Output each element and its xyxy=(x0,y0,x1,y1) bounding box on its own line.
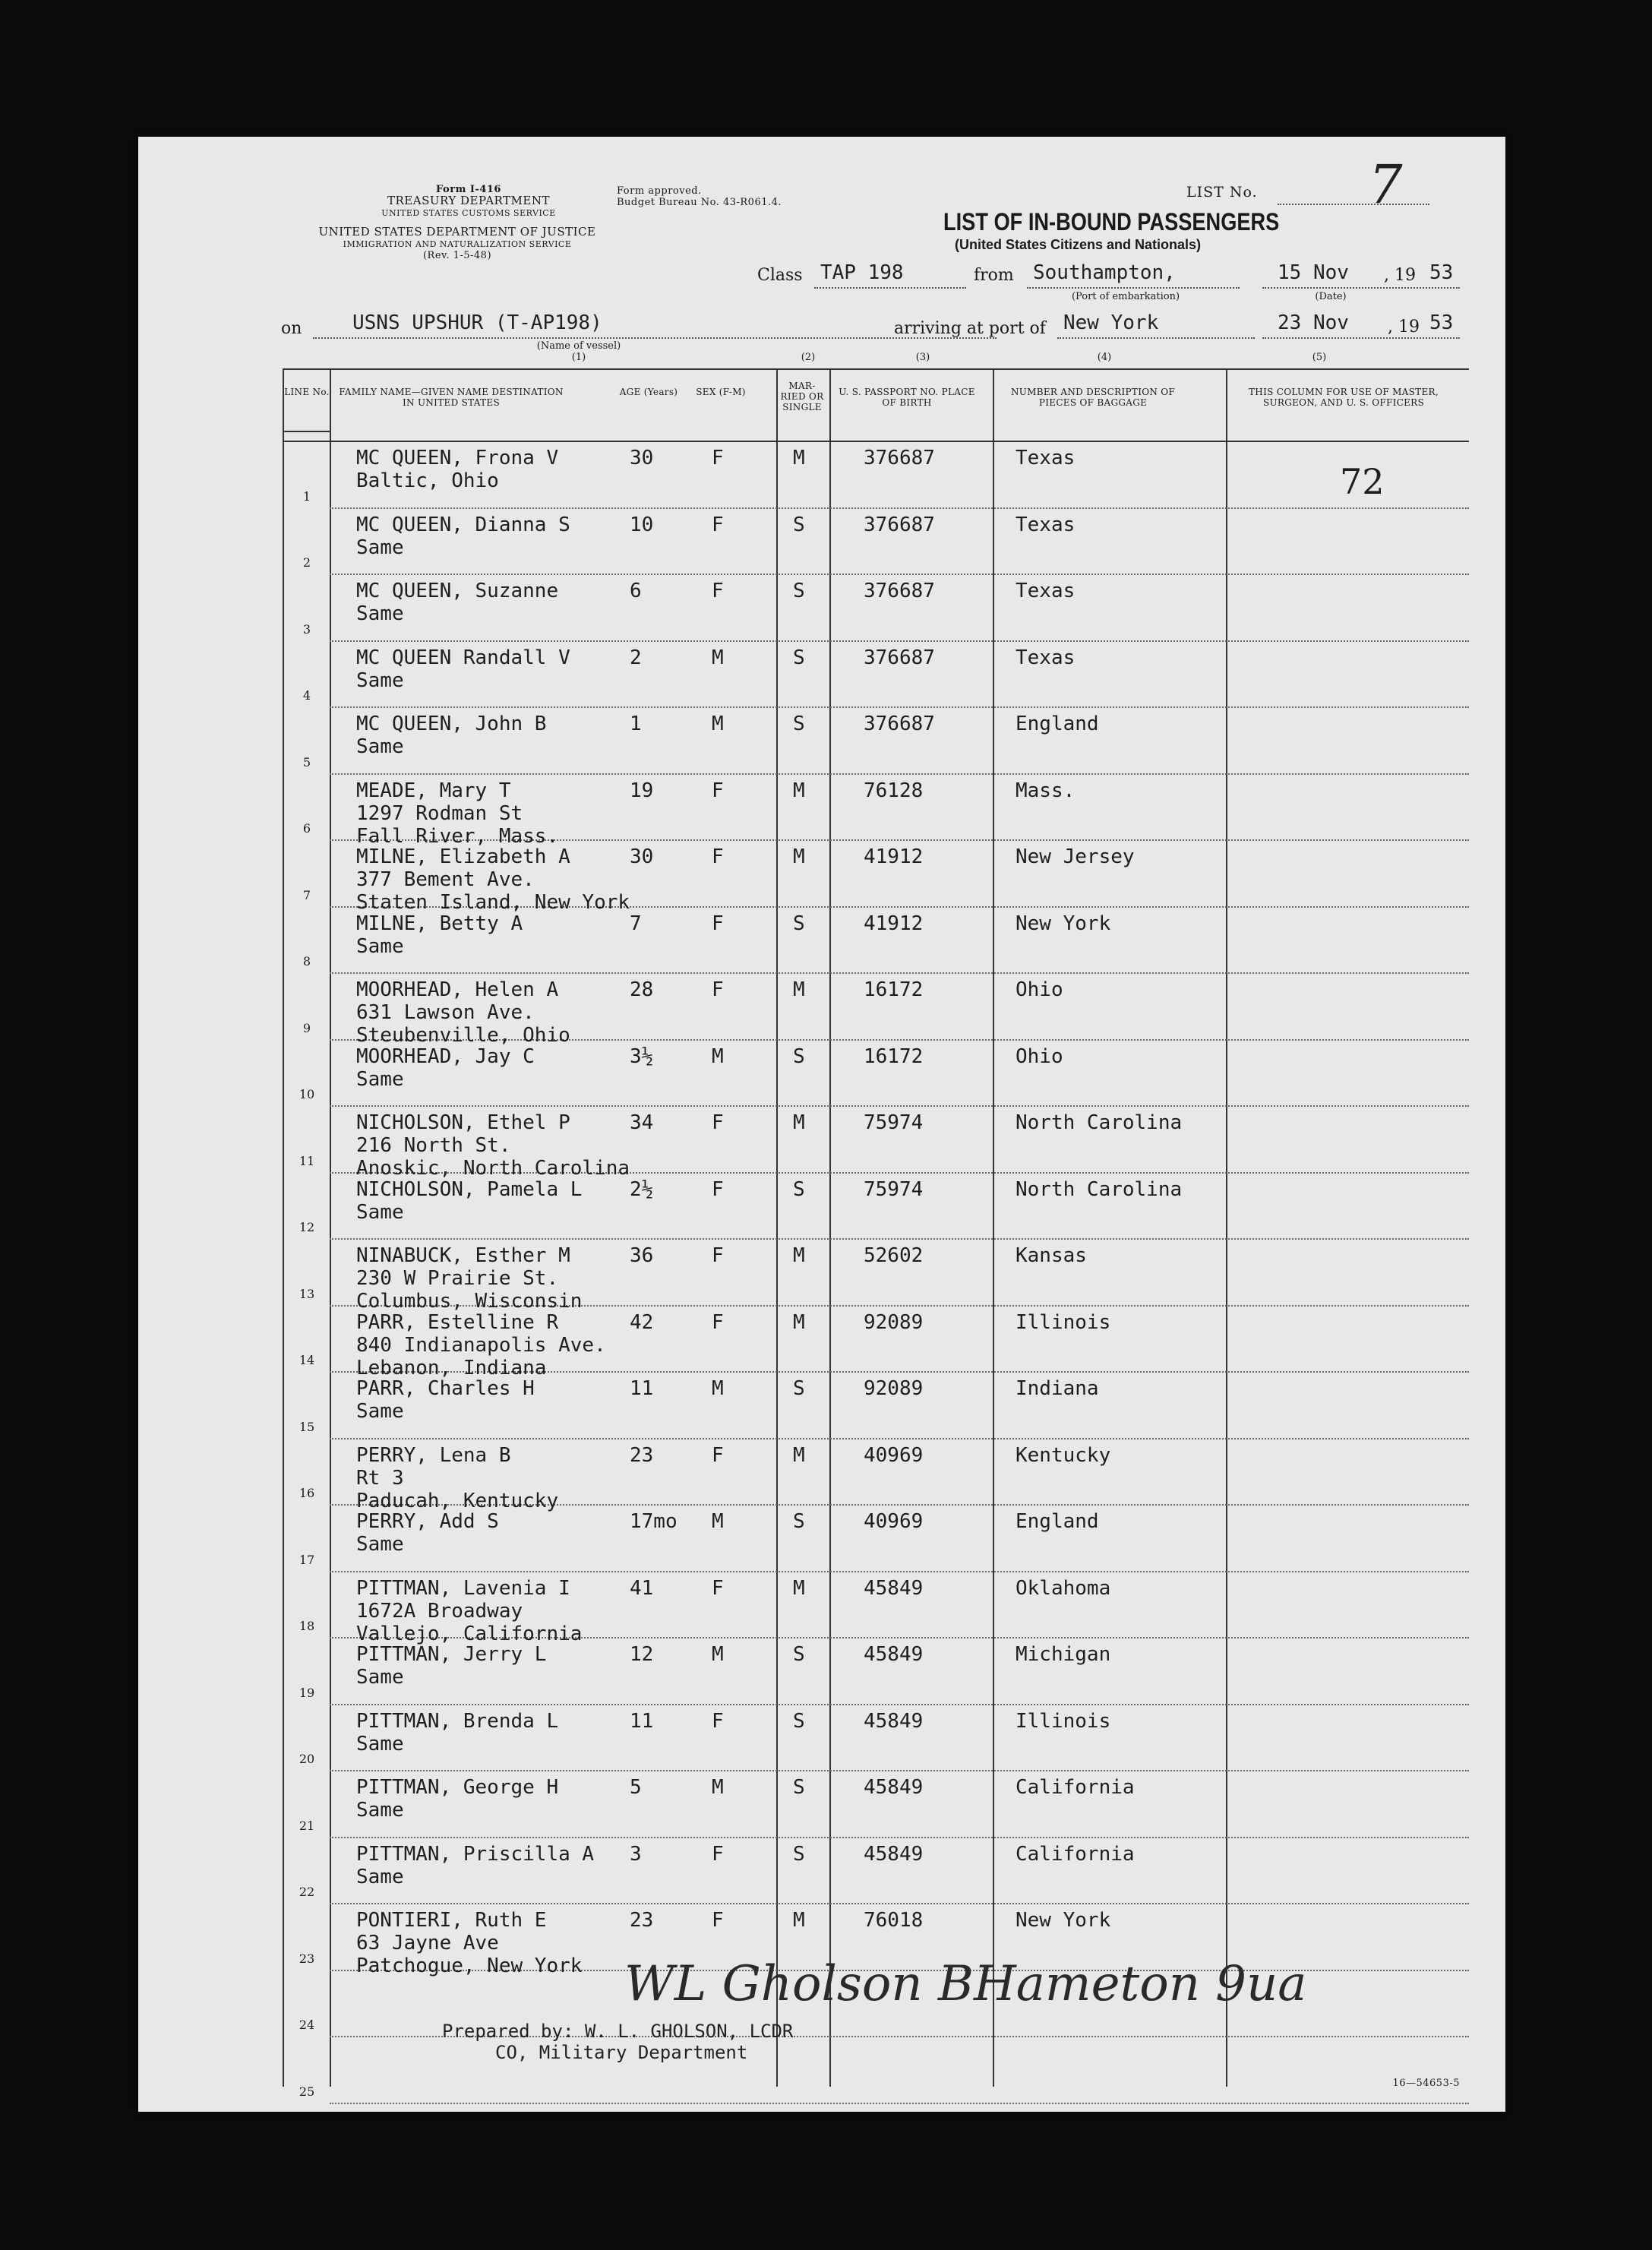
line-number: 22 xyxy=(298,1885,315,1899)
page-title: LIST OF IN-BOUND PASSENGERS xyxy=(943,208,1280,235)
line-number: 4 xyxy=(302,688,311,703)
passenger-name: PITTMAN, Jerry L xyxy=(356,1643,547,1666)
passenger-name: PITTMAN, Priscilla A xyxy=(356,1842,595,1866)
passenger-table xyxy=(283,368,1469,2099)
passenger-address-1: Same xyxy=(356,934,404,958)
line-number: 9 xyxy=(302,1020,311,1035)
passenger-birthplace: Texas xyxy=(1016,513,1076,536)
passenger-marital: M xyxy=(793,1111,805,1134)
line-number: 18 xyxy=(298,1619,315,1633)
passenger-age: 23 xyxy=(630,1443,654,1467)
passenger-address-1: Same xyxy=(356,1732,404,1755)
passenger-birthplace: Illinois xyxy=(1016,1709,1111,1733)
customs-service: UNITED STATES CUSTOMS SERVICE xyxy=(381,208,556,218)
passenger-age: 28 xyxy=(630,978,654,1001)
passenger-passport: 40969 xyxy=(864,1510,924,1533)
arrival-date: 23 Nov xyxy=(1278,311,1349,334)
passenger-passport: 45849 xyxy=(864,1643,924,1666)
line-number: 17 xyxy=(298,1552,315,1567)
passenger-marital: S xyxy=(793,1177,805,1201)
row-rule xyxy=(330,1238,1469,1240)
passenger-name: MC QUEEN Randall V xyxy=(356,646,570,669)
col-header-name: FAMILY NAME—GIVEN NAME DESTINATION IN UNITED STATES xyxy=(339,387,564,408)
justice-dept: UNITED STATES DEPARTMENT OF JUSTICE xyxy=(318,225,596,239)
passenger-marital: M xyxy=(793,1443,805,1467)
col-header-married: MAR-RIED OR SINGLE xyxy=(780,381,824,412)
passenger-name: PARR, Charles H xyxy=(356,1377,535,1400)
line-number: 15 xyxy=(298,1419,315,1434)
class-label: Class xyxy=(757,266,803,285)
passenger-name: PITTMAN, Lavenia I xyxy=(356,1576,570,1600)
row-rule xyxy=(330,1770,1469,1771)
line-number: 5 xyxy=(302,754,311,769)
prepared-by-dept: CO, Military Department xyxy=(495,2042,748,2063)
col-divider xyxy=(829,370,831,2087)
row-rule xyxy=(330,2103,1469,2104)
passenger-sex: F xyxy=(712,1310,724,1334)
passenger-name: PERRY, Lena B xyxy=(356,1443,511,1467)
passenger-address-2: Vallejo, California xyxy=(356,1622,583,1645)
officer-note: 72 xyxy=(1340,461,1385,502)
col-divider xyxy=(993,370,994,2087)
passenger-address-1: Same xyxy=(356,1400,404,1423)
embark-year: 53 xyxy=(1429,261,1454,284)
passenger-name: NICHOLSON, Pamela L xyxy=(356,1177,583,1201)
row-rule xyxy=(330,1438,1469,1439)
passenger-age: 30 xyxy=(630,845,654,868)
form-code: 16—54653-5 xyxy=(1392,2078,1460,2089)
passenger-birthplace: Indiana xyxy=(1016,1377,1099,1400)
passenger-name: PARR, Estelline R xyxy=(356,1310,559,1334)
passenger-marital: S xyxy=(793,912,805,935)
passenger-birthplace: Kansas xyxy=(1016,1244,1087,1267)
col-header-line: LINE No. xyxy=(284,387,330,397)
revision: (Rev. 1-5-48) xyxy=(422,250,492,261)
passenger-marital: S xyxy=(793,713,805,735)
passenger-address-2: Steubenville, Ohio xyxy=(356,1024,570,1047)
passenger-passport: 45849 xyxy=(864,1576,924,1600)
passenger-age: 3 xyxy=(630,1842,642,1866)
passenger-passport: 40969 xyxy=(864,1443,924,1467)
passenger-marital: S xyxy=(793,1776,805,1799)
passenger-passport: 376687 xyxy=(864,713,935,735)
passenger-passport: 376687 xyxy=(864,646,935,669)
port-line xyxy=(1057,337,1255,339)
passenger-age: 2 xyxy=(630,646,642,669)
passenger-birthplace: England xyxy=(1016,713,1099,735)
passenger-birthplace: Ohio xyxy=(1016,978,1063,1001)
col-header-officers: THIS COLUMN FOR USE OF MASTER, SURGEON, AND U. S. OFFICERS xyxy=(1249,387,1439,408)
passenger-passport: 376687 xyxy=(864,580,935,602)
passenger-sex: M xyxy=(712,1044,724,1068)
row-rule xyxy=(330,1704,1469,1705)
passenger-address-1: 377 Bement Ave. xyxy=(356,868,535,891)
line-number: 8 xyxy=(302,954,311,969)
passenger-marital: M xyxy=(793,779,805,802)
passenger-birthplace: California xyxy=(1016,1842,1135,1866)
passenger-name: PERRY, Add S xyxy=(356,1510,499,1533)
passenger-name: MC QUEEN, Frona V xyxy=(356,447,559,469)
passenger-name: MC QUEEN, Suzanne xyxy=(356,580,559,602)
col-header-baggage: NUMBER AND DESCRIPTION OF PIECES OF BAGGAGE xyxy=(1010,387,1176,408)
passenger-address-1: Same xyxy=(356,536,404,559)
passenger-age: 10 xyxy=(630,513,654,536)
row-rule xyxy=(330,706,1469,708)
header-rule-left xyxy=(284,431,330,432)
passenger-age: 11 xyxy=(630,1377,654,1400)
passenger-age: 5 xyxy=(630,1776,642,1799)
passenger-marital: M xyxy=(793,1244,805,1267)
passenger-sex: F xyxy=(712,1576,724,1600)
line-number: 12 xyxy=(298,1220,315,1234)
passenger-sex: F xyxy=(712,580,724,602)
passenger-address-1: 631 Lawson Ave. xyxy=(356,1001,535,1024)
class-value: TAP 198 xyxy=(820,261,904,284)
passenger-age: 12 xyxy=(630,1643,654,1666)
passenger-birthplace: New York xyxy=(1016,1909,1111,1932)
passenger-address-1: Same xyxy=(356,1533,404,1556)
passenger-marital: S xyxy=(793,580,805,602)
passenger-marital: M xyxy=(793,978,805,1001)
passenger-age: 23 xyxy=(630,1909,654,1932)
passenger-birthplace: Michigan xyxy=(1016,1643,1111,1666)
line-number: 10 xyxy=(298,1087,315,1101)
passenger-age: 6 xyxy=(630,580,642,602)
row-rule xyxy=(330,1105,1469,1107)
line-number: 25 xyxy=(298,2084,315,2099)
line-number: 19 xyxy=(298,1685,315,1700)
vessel-caption: (Name of vessel) xyxy=(536,340,621,352)
passenger-birthplace: New York xyxy=(1016,912,1111,935)
port-embarkation-caption: (Port of embarkation) xyxy=(1071,291,1180,302)
on-label: on xyxy=(281,319,302,338)
embark-date: 15 Nov xyxy=(1278,261,1349,284)
line-number: 6 xyxy=(302,821,311,836)
passenger-marital: M xyxy=(793,447,805,469)
passenger-sex: M xyxy=(712,713,724,735)
passenger-address-2: Patchogue, New York xyxy=(356,1955,583,1977)
col-num-5: (5) xyxy=(1312,352,1327,363)
passenger-name: MC QUEEN, Dianna S xyxy=(356,513,570,536)
passenger-age: 34 xyxy=(630,1111,654,1134)
passenger-age: 42 xyxy=(630,1310,654,1334)
passenger-passport: 76128 xyxy=(864,779,924,802)
treasury-dept: TREASURY DEPARTMENT xyxy=(387,194,550,207)
passenger-address-1: Rt 3 xyxy=(356,1466,404,1490)
form-number: Form I-416 xyxy=(436,184,501,195)
passenger-address-1: Same xyxy=(356,735,404,758)
row-rule xyxy=(330,640,1469,642)
passenger-address-1: Same xyxy=(356,1067,404,1091)
vessel-name: USNS UPSHUR (T-AP198) xyxy=(352,311,602,334)
passenger-birthplace: Illinois xyxy=(1016,1310,1111,1334)
passenger-address-1: Same xyxy=(356,1799,404,1822)
passenger-marital: M xyxy=(793,1576,805,1600)
passenger-marital: M xyxy=(793,845,805,868)
col-num-2: (2) xyxy=(801,352,816,363)
passenger-marital: S xyxy=(793,1842,805,1866)
form-approved: Form approved. xyxy=(617,185,702,197)
col-header-sex: SEX (F-M) xyxy=(696,387,746,397)
passenger-passport: 16172 xyxy=(864,978,924,1001)
passenger-name: MC QUEEN, John B xyxy=(356,713,547,735)
passenger-sex: M xyxy=(712,646,724,669)
col-num-3: (3) xyxy=(915,352,930,363)
passenger-address-1: 63 Jayne Ave xyxy=(356,1932,499,1955)
arrival-year-prefix: , 19 xyxy=(1388,318,1420,337)
passenger-marital: S xyxy=(793,1709,805,1733)
row-rule xyxy=(330,972,1469,974)
passenger-sex: M xyxy=(712,1377,724,1400)
passenger-address-1: Same xyxy=(356,668,404,692)
passenger-address-2: Fall River, Mass. xyxy=(356,824,559,848)
embark-date-line xyxy=(1262,287,1460,289)
page-subtitle: (United States Citizens and Nationals) xyxy=(955,237,1202,252)
prepared-by: Prepared by: W. L. GHOLSON, LCDR xyxy=(442,2021,794,2042)
passenger-address-1: 1297 Rodman St xyxy=(356,801,523,825)
passenger-address-1: 230 W Prairie St. xyxy=(356,1267,559,1290)
row-rule xyxy=(330,574,1469,575)
passenger-sex: M xyxy=(712,1643,724,1666)
embark-year-prefix: , 19 xyxy=(1384,266,1416,285)
line-number: 21 xyxy=(298,1818,315,1833)
row-rule xyxy=(330,1903,1469,1904)
passenger-birthplace: North Carolina xyxy=(1016,1177,1183,1201)
passenger-marital: S xyxy=(793,1377,805,1400)
passenger-passport: 16172 xyxy=(864,1044,924,1068)
passenger-birthplace: Oklahoma xyxy=(1016,1576,1111,1600)
passenger-passport: 45849 xyxy=(864,1776,924,1799)
passenger-address-1: 840 Indianapolis Ave. xyxy=(356,1333,606,1357)
passenger-birthplace: New Jersey xyxy=(1016,845,1135,868)
passenger-passport: 76018 xyxy=(864,1909,924,1932)
passenger-sex: F xyxy=(712,447,724,469)
passenger-marital: M xyxy=(793,1310,805,1334)
passenger-address-2: Lebanon, Indiana xyxy=(356,1356,547,1379)
passenger-passport: 376687 xyxy=(864,447,935,469)
passenger-sex: F xyxy=(712,513,724,536)
passenger-age: 3½ xyxy=(630,1044,654,1068)
passenger-name: MEADE, Mary T xyxy=(356,779,511,802)
row-rule xyxy=(330,1571,1469,1572)
passenger-address-1: 1672A Broadway xyxy=(356,1599,523,1623)
passenger-age: 19 xyxy=(630,779,654,802)
passenger-name: MILNE, Betty A xyxy=(356,912,523,935)
col-divider xyxy=(1226,370,1227,2087)
passenger-age: 36 xyxy=(630,1244,654,1267)
row-rule xyxy=(330,1837,1469,1838)
passenger-address-1: Same xyxy=(356,1200,404,1224)
passenger-address-1: Baltic, Ohio xyxy=(356,469,499,492)
passenger-birthplace: Mass. xyxy=(1016,779,1076,802)
passenger-passport: 92089 xyxy=(864,1377,924,1400)
list-label: LIST No. xyxy=(1186,184,1258,201)
passenger-passport: 75974 xyxy=(864,1111,924,1134)
passenger-name: PITTMAN, George H xyxy=(356,1776,559,1799)
passenger-sex: F xyxy=(712,1244,724,1267)
passenger-passport: 41912 xyxy=(864,845,924,868)
passenger-birthplace: Texas xyxy=(1016,580,1076,602)
passenger-address-2: Paducah, Kentucky xyxy=(356,1489,559,1512)
passenger-marital: S xyxy=(793,1510,805,1533)
line-number: 1 xyxy=(302,488,311,504)
col-num-4: (4) xyxy=(1097,352,1112,363)
from-value: Southampton, xyxy=(1033,261,1176,284)
passenger-marital: S xyxy=(793,1044,805,1068)
row-rule xyxy=(330,507,1469,509)
passenger-sex: F xyxy=(712,1177,724,1201)
passenger-sex: F xyxy=(712,1111,724,1134)
passenger-marital: S xyxy=(793,646,805,669)
passenger-sex: F xyxy=(712,978,724,1001)
vessel-col-num: (1) xyxy=(571,352,586,363)
passenger-sex: F xyxy=(712,779,724,802)
arriving-label: arriving at port of xyxy=(894,319,1046,338)
line-number: 23 xyxy=(298,1951,315,1966)
passenger-name: MOORHEAD, Jay C xyxy=(356,1044,535,1068)
class-line xyxy=(814,287,966,289)
budget-bureau: Budget Bureau No. 43-R061.4. xyxy=(617,197,782,208)
passenger-name: PONTIERI, Ruth E xyxy=(356,1909,547,1932)
row-rule xyxy=(330,773,1469,775)
passenger-age: 30 xyxy=(630,447,654,469)
passenger-address-1: 216 North St. xyxy=(356,1134,511,1157)
arrival-date-line xyxy=(1262,337,1460,339)
line-number: 14 xyxy=(298,1353,315,1367)
passenger-passport: 376687 xyxy=(864,513,935,536)
line-number: 13 xyxy=(298,1286,315,1301)
passenger-age: 1 xyxy=(630,713,642,735)
line-number: 24 xyxy=(298,2018,315,2032)
passenger-birthplace: England xyxy=(1016,1510,1099,1533)
passenger-name: NICHOLSON, Ethel P xyxy=(356,1111,570,1134)
passenger-birthplace: North Carolina xyxy=(1016,1111,1183,1134)
arrival-year: 53 xyxy=(1429,311,1454,334)
passenger-name: NINABUCK, Esther M xyxy=(356,1244,570,1267)
from-line xyxy=(1027,287,1240,289)
passenger-passport: 45849 xyxy=(864,1709,924,1733)
passenger-age: 17mo xyxy=(630,1510,678,1533)
from-label: from xyxy=(974,266,1014,285)
passenger-address-1: Same xyxy=(356,602,404,625)
passenger-age: 11 xyxy=(630,1709,654,1733)
col-divider xyxy=(330,370,331,2087)
passenger-name: MOORHEAD, Helen A xyxy=(356,978,559,1001)
passenger-sex: F xyxy=(712,912,724,935)
passenger-age: 2½ xyxy=(630,1177,654,1201)
passenger-marital: S xyxy=(793,513,805,536)
line-number: 20 xyxy=(298,1752,315,1766)
header-rule xyxy=(284,441,1469,442)
passenger-sex: F xyxy=(712,1443,724,1467)
passenger-sex: F xyxy=(712,1842,724,1866)
passenger-sex: F xyxy=(712,1709,724,1733)
passenger-address-2: Anoskic, North Carolina xyxy=(356,1157,630,1180)
passenger-address-1: Same xyxy=(356,1666,404,1689)
passenger-address-2: Columbus, Wisconsin xyxy=(356,1290,583,1313)
line-number: 3 xyxy=(302,621,311,637)
passenger-sex: F xyxy=(712,845,724,868)
passenger-address-2: Staten Island, New York xyxy=(356,891,630,914)
passenger-passport: 45849 xyxy=(864,1842,924,1866)
passenger-passport: 92089 xyxy=(864,1310,924,1334)
passenger-age: 41 xyxy=(630,1576,654,1600)
list-no-line xyxy=(1278,204,1429,205)
passenger-birthplace: Kentucky xyxy=(1016,1443,1111,1467)
passenger-address-1: Same xyxy=(356,1865,404,1888)
passenger-marital: M xyxy=(793,1909,805,1932)
passenger-age: 7 xyxy=(630,912,642,935)
ins-service: IMMIGRATION AND NATURALIZATION SERVICE xyxy=(343,239,572,249)
passenger-passport: 75974 xyxy=(864,1177,924,1201)
list-number: 7 xyxy=(1369,153,1403,216)
col-divider xyxy=(776,370,778,2087)
arrival-port: New York xyxy=(1063,311,1159,334)
passenger-sex: M xyxy=(712,1510,724,1533)
signature: WL Gholson BHameton 9ua xyxy=(624,1956,1307,2012)
manifest-page xyxy=(138,137,1505,2112)
date-caption: (Date) xyxy=(1315,291,1347,302)
line-number: 7 xyxy=(302,887,311,902)
passenger-name: PITTMAN, Brenda L xyxy=(356,1709,559,1733)
passenger-birthplace: Texas xyxy=(1016,447,1076,469)
col-header-passport: U. S. PASSPORT NO. PLACE OF BIRTH xyxy=(839,387,975,408)
line-number: 16 xyxy=(298,1486,315,1500)
col-header-age: AGE (Years) xyxy=(619,387,678,397)
passenger-birthplace: California xyxy=(1016,1776,1135,1799)
passenger-passport: 52602 xyxy=(864,1244,924,1267)
passenger-birthplace: Texas xyxy=(1016,646,1076,669)
line-number: 2 xyxy=(302,555,311,570)
passenger-sex: M xyxy=(712,1776,724,1799)
passenger-marital: S xyxy=(793,1643,805,1666)
passenger-birthplace: Ohio xyxy=(1016,1044,1063,1068)
passenger-passport: 41912 xyxy=(864,912,924,935)
passenger-sex: F xyxy=(712,1909,724,1932)
passenger-name: MILNE, Elizabeth A xyxy=(356,845,570,868)
line-number: 11 xyxy=(298,1153,315,1168)
